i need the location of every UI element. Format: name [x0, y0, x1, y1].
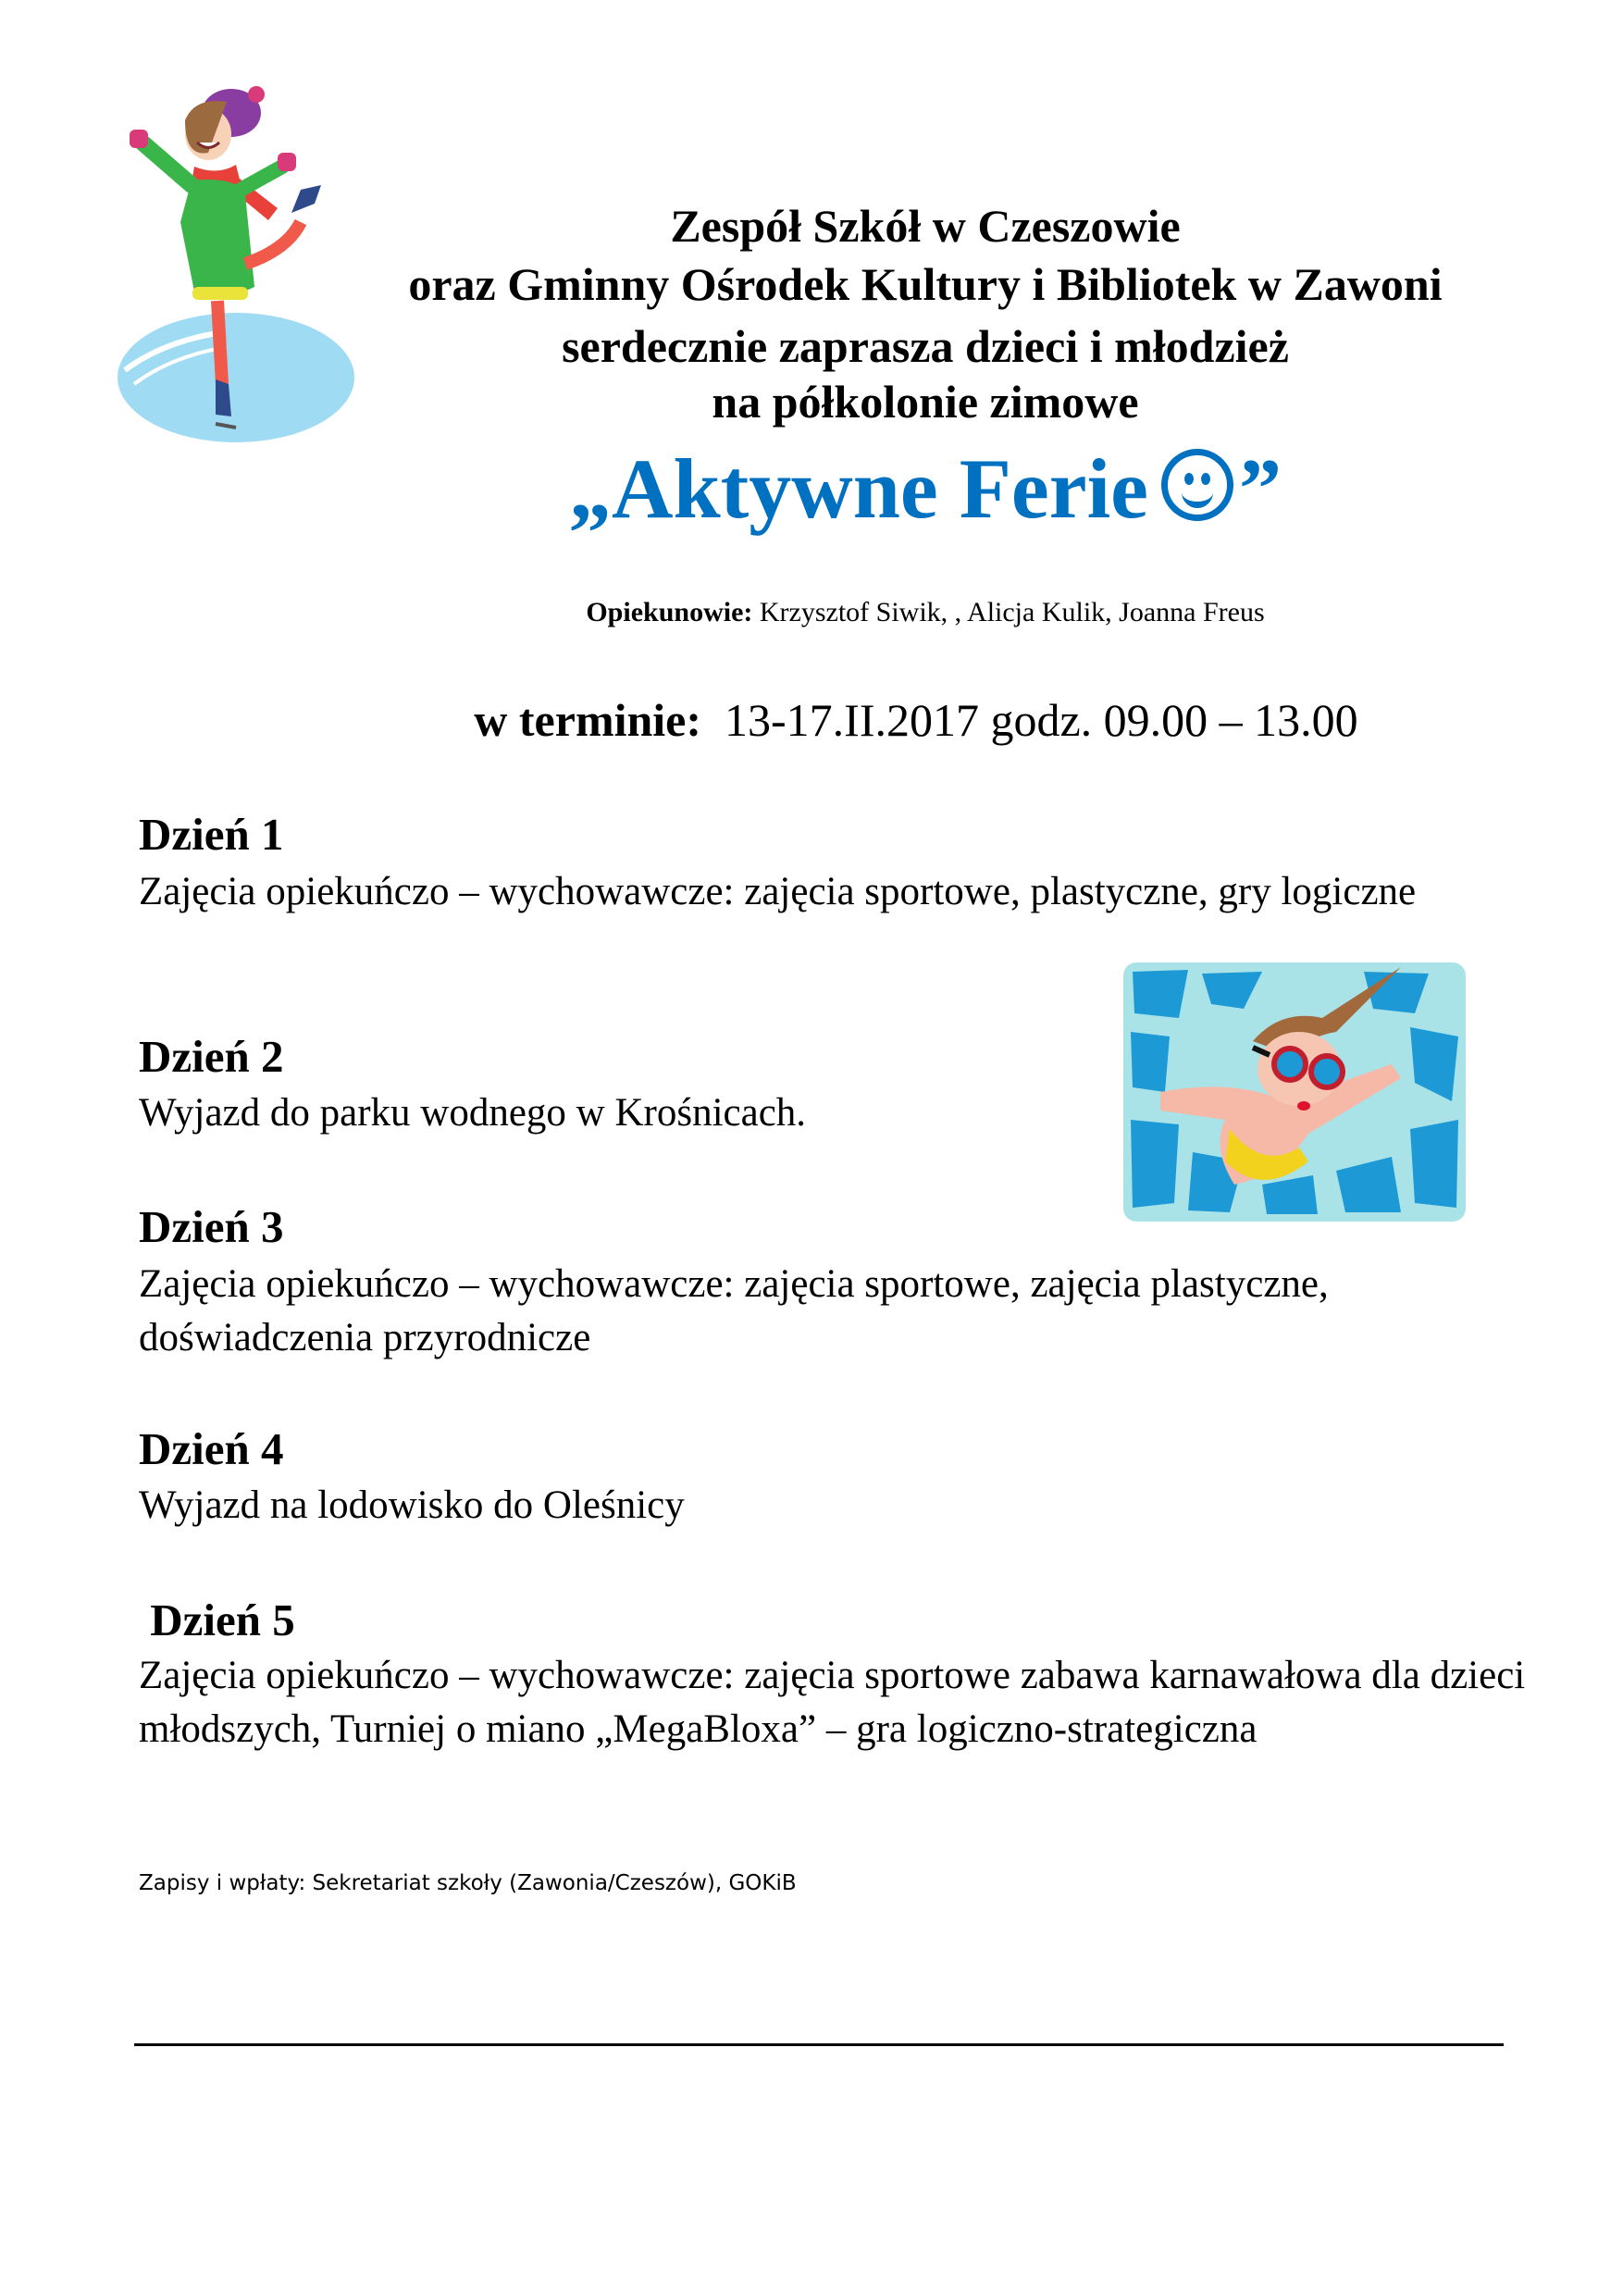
title-close-quote: ” [1238, 441, 1282, 536]
term-label: w terminie: [474, 694, 702, 746]
day-5-heading: Dzień 5 [139, 1595, 295, 1645]
day-3-heading: Dzień 3 [139, 1201, 284, 1252]
caretakers-label: Opiekunowie: [586, 597, 753, 627]
day-4-heading: Dzień 4 [139, 1423, 284, 1474]
day-4-text: Wyjazd na lodowisko do Oleśnicy [139, 1483, 685, 1527]
smiley-face-icon [1161, 449, 1233, 521]
term-value: 13-17.II.2017 godz. 09.00 – 13.00 [701, 694, 1358, 746]
day-1-heading: Dzień 1 [139, 809, 284, 860]
term-line [296, 692, 1536, 748]
caretakers-line [305, 596, 1545, 629]
day-5-text: Zajęcia opiekuńczo – wychowawcze: zajęcia sportowe zabawa karnawałowa dla dzieci młodszych, Turniej o miano „MegaBloxa” – gra logiczno-strategiczna [139, 1654, 1526, 1751]
registration-note: Zapisy i wpłaty: Sekretariat szkoły (Zawonia/Czeszów), GOKiB [139, 1871, 797, 1895]
day-2-heading: Dzień 2 [139, 1031, 284, 1082]
header-line-school: Zespół Szkół w Czeszowie [670, 200, 1181, 252]
header-line-culture-center: oraz Gminny Ośrodek Kultury i Bibliotek w Zawoni [408, 258, 1443, 310]
header-line-invitation: serdecznie zaprasza dzieci i młodzież [562, 320, 1289, 372]
title-text: Aktywne Ferie [612, 441, 1148, 536]
day-3-text: Zajęcia opiekuńczo – wychowawcze: zajęcia sportowe, zajęcia plastyczne, doświadczenia przyrodnicze [139, 1262, 1329, 1359]
caretakers-names: Krzysztof Siwik, , Alicja Kulik, Joanna Freus [752, 597, 1265, 627]
swimmer-illustration [1123, 962, 1466, 1222]
day-1-text: Zajęcia opiekuńczo – wychowawcze: zajęcia sportowe, plastyczne, gry logiczne [139, 870, 1417, 913]
header-line-camp-type: na półkolonie zimowe [712, 376, 1139, 428]
footer-divider [134, 2043, 1504, 2046]
page-title [305, 442, 1545, 535]
day-2-text: Wyjazd do parku wodnego w Krośnicach. [139, 1091, 807, 1135]
title-open-quote: „ [569, 441, 613, 536]
